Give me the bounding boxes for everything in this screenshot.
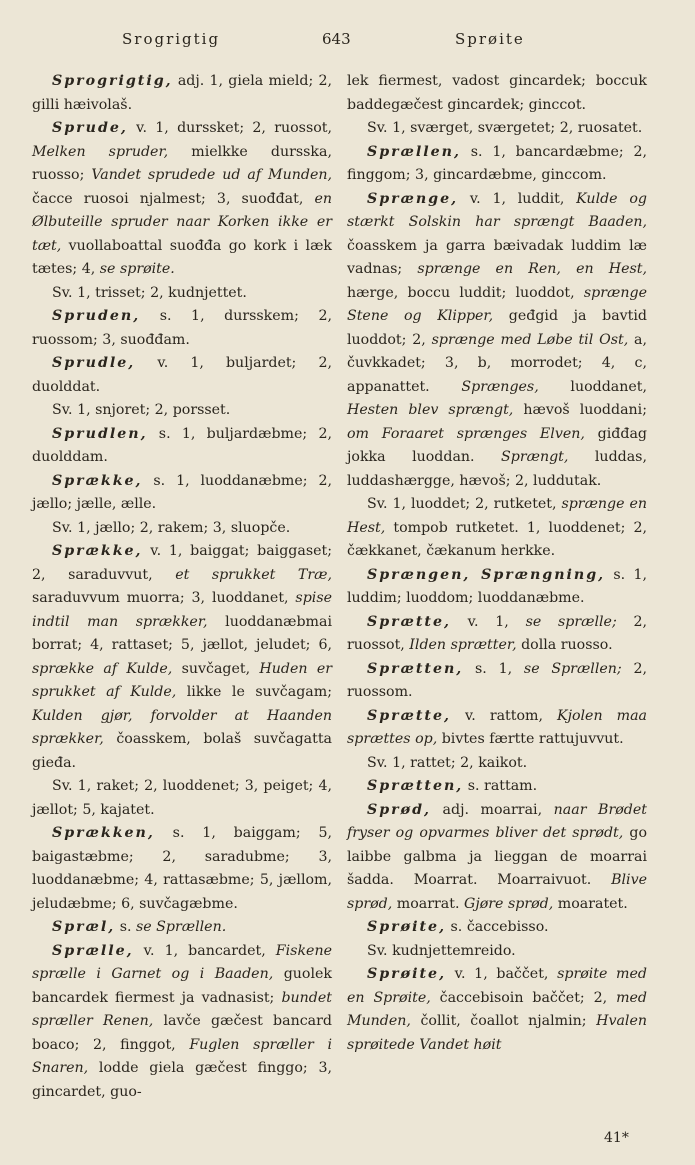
definition-text: s.	[115, 919, 136, 935]
swedish-equivalent	[32, 282, 332, 306]
headword: Sprætten,	[367, 660, 464, 677]
definition-text: saraduvvum muorra; 3, luoddanet,	[32, 590, 296, 606]
headword: Sprude,	[52, 120, 128, 136]
definition-text: s. čaccebisso.	[446, 919, 549, 935]
definition-text: giđđag jokka luoddan.	[347, 425, 647, 465]
headword: Sprætte,	[367, 707, 451, 724]
definition-text: bivtes færtte rattujuvvut.	[437, 731, 624, 747]
definition-text: čaccebisoin baččet; 2,	[430, 989, 617, 1006]
definition-text: a, čuvkkadet; 3, b, morrodet; 4, c, appanattet.	[347, 331, 647, 395]
headword: Sprudlen,	[52, 425, 148, 442]
headword: Sprælle,	[52, 942, 134, 959]
swedish-equivalent	[32, 517, 332, 541]
headword: Sprække,	[52, 543, 143, 559]
example-phrase: se Sprællen;	[523, 660, 622, 677]
dictionary-entry	[347, 775, 647, 799]
example-phrase: et sprukket Træ,	[175, 566, 333, 583]
headword: Sprød,	[367, 801, 431, 818]
dictionary-entry	[347, 916, 647, 940]
definition-text: s. 1, baiggam; 5, baigastæbme; 2, saradubme; 3, luoddanæbme; 4, rattasæbme; 5, jællom, jeludæbme; 6, suvčagæbme.	[32, 825, 332, 912]
dictionary-entry	[347, 799, 647, 917]
definition-text: adj. 1, giela mield; 2, gilli hæivolaš.	[32, 73, 332, 113]
example-phrase: Vandet sprudede ud af Munden,	[91, 167, 332, 183]
dictionary-entry	[347, 611, 647, 658]
definition-text: v. 1, luddit,	[458, 190, 577, 207]
dictionary-entry	[32, 470, 332, 517]
definition-text: hævoš luoddani;	[513, 402, 647, 418]
definition-text: Sv. 1, rattet; 2, kaikot.	[367, 754, 528, 771]
right-column	[347, 70, 647, 1057]
example-phrase: sprænge Stene og Klipper,	[347, 284, 647, 324]
dictionary-entry	[347, 141, 647, 188]
page-number: 643	[322, 30, 351, 48]
dictionary-entry	[32, 352, 332, 399]
example-phrase: se Sprællen.	[136, 919, 227, 935]
definition-text: dolla ruosso.	[516, 637, 613, 653]
signature-mark: 41*	[604, 1130, 629, 1146]
definition-text: v. 1, baččet,	[446, 966, 558, 982]
definition-text: s. 1, buljardæbme; 2, duolddam.	[32, 425, 332, 465]
example-phrase: sprænge med Løbe til Ost,	[431, 331, 629, 348]
definition-text: luddas, luddashærgge, hævoš; 2, luddutak.	[347, 449, 647, 489]
definition-text: moarrat.	[392, 895, 464, 912]
dictionary-entry	[347, 658, 647, 705]
example-phrase: Hesten blev sprængt,	[347, 402, 514, 418]
swedish-equivalent	[347, 117, 647, 141]
dictionary-entry	[32, 940, 332, 1105]
swedish-equivalent	[347, 940, 647, 964]
definition-text: čoasskem, bolaš suvčagatta gieđa.	[32, 731, 332, 771]
definition-text: Sv. 1, sværget, sværgetet; 2, ruosatet.	[367, 120, 643, 136]
definition-text: čollit, čoallot njalmin;	[410, 1013, 597, 1029]
definition-text: guolek bancardek fiermest ja vadnasist;	[32, 966, 332, 1006]
dictionary-entry	[32, 540, 332, 775]
definition-text: s. 1, dursskem; 2, ruossom; 3, suođđam.	[32, 308, 332, 348]
definition-text: v. 1, durssket; 2, ruossot,	[127, 120, 332, 136]
definition-text: lodde giela gæčest finggo; 3, gincardet, guo-	[32, 1060, 332, 1100]
example-phrase: Fiskene sprælle i Garnet og i Baaden,	[32, 942, 332, 982]
swedish-equivalent	[32, 399, 332, 423]
definition-text: čacce ruosoi njalmest; 3, suođđat,	[32, 190, 315, 207]
continued-entry	[347, 70, 647, 117]
definition-text: v. 1, buljardet; 2, duolddat.	[32, 355, 332, 395]
dictionary-entry	[347, 705, 647, 752]
definition-text: vuollaboattal suođđa go kork i læk tætes; 4,	[32, 237, 332, 277]
example-phrase: Sprængt,	[501, 449, 569, 465]
dictionary-entry	[32, 117, 332, 282]
dictionary-entry	[32, 305, 332, 352]
example-phrase: Fuglen spræller i Snaren,	[32, 1036, 332, 1076]
example-phrase: se sprælle;	[525, 613, 617, 630]
example-phrase: om Foraaret sprænges Elven,	[347, 425, 585, 442]
dictionary-entry	[32, 423, 332, 470]
headword: Spræl,	[52, 919, 116, 935]
example-phrase: Sprænges,	[461, 378, 539, 395]
example-phrase: Huden er sprukket af Kulde,	[32, 660, 333, 700]
dictionary-entry	[347, 963, 647, 1057]
headword: Sprængen, Sprængning,	[367, 566, 606, 583]
definition-text: čoasskem ja garra bæivadak luddim læ vadnas;	[347, 237, 647, 277]
definition-text: Sv. 1, snjoret; 2, porsset.	[52, 402, 231, 418]
dictionary-entry	[347, 188, 647, 494]
definition-text: lek fiermest, vadost gincardek; boccuk baddegæčest gincardek; ginccot.	[347, 73, 647, 113]
example-phrase: sprøite med en Sprøite,	[347, 966, 647, 1006]
headword: Sprække,	[52, 472, 143, 489]
headword: Sprækken,	[52, 825, 155, 841]
definition-text: s. 1, luoddanæbme; 2, jællo; jælle, ælle.	[32, 472, 332, 512]
dictionary-entry	[347, 564, 647, 611]
definition-text: Sv. 1, luoddet; 2, rutketet,	[367, 496, 562, 512]
header-left-catchword: Srogrigtig	[122, 30, 221, 48]
definition-text: v. 1, bancardet,	[133, 942, 276, 959]
example-phrase: Melken spruder,	[32, 143, 169, 160]
swedish-equivalent	[347, 752, 647, 776]
definition-text: s. 1,	[463, 660, 524, 677]
example-phrase: naar Brødet fryser og opvarmes bliver det sprødt,	[347, 801, 647, 841]
definition-text: 2, ruossot,	[347, 613, 648, 653]
example-phrase: med Munden,	[347, 989, 647, 1029]
headword: Sprætten,	[367, 778, 464, 794]
headword: Sprætte,	[367, 613, 451, 630]
definition-text: Sv. 1, trisset; 2, kudnjettet.	[52, 284, 247, 301]
definition-text: lavče gæčest bancard boaco; 2, finggot,	[32, 1013, 332, 1053]
example-phrase: Kjolen maa sprættes op,	[347, 707, 647, 747]
headword: Spruden,	[52, 308, 141, 324]
example-phrase: Gjøre sprød,	[464, 895, 554, 912]
definition-text: Sv. 1, raket; 2, luoddenet; 3, peiget; 4, jællot; 5, kajatet.	[32, 778, 332, 818]
definition-text: Sv. kudnjettemreido.	[367, 942, 516, 959]
header-right-catchword: Sprøite	[455, 30, 525, 48]
example-phrase: en Ølbuteille spruder naar Korken ikke er tæt,	[32, 190, 332, 254]
swedish-equivalent	[347, 493, 647, 564]
definition-text: geđgid ja bavtid luoddot; 2,	[347, 308, 647, 348]
headword: Sprudle,	[52, 355, 136, 371]
definition-text: v. rattom,	[450, 707, 557, 724]
definition-text: adj. moarrai,	[430, 801, 554, 818]
headword: Sprællen,	[367, 143, 461, 160]
example-phrase: Kulde og stærkt Solskin har sprængt Baaden,	[347, 190, 647, 230]
example-phrase: Hvalen sprøitede Vandet høit	[347, 1013, 647, 1053]
definition-text: mielkke dursska, ruosso;	[32, 143, 332, 183]
definition-text: v. 1, baiggat; baiggaset; 2, saraduvvut,	[32, 543, 332, 583]
dictionary-entry	[32, 822, 332, 916]
definition-text: Sv. 1, jællo; 2, rakem; 3, sluopče.	[52, 519, 291, 536]
example-phrase: Kulden gjør, forvolder at Haanden sprækker,	[32, 707, 332, 747]
definition-text: tompob rutketet. 1, luoddenet; 2, čækkanet, čækanum herkke.	[347, 519, 647, 559]
dictionary-entry	[32, 916, 332, 940]
example-phrase: sprænge en Ren, en Hest,	[417, 261, 647, 277]
definition-text: moaratet.	[553, 895, 628, 912]
example-phrase: se sprøite.	[99, 261, 175, 277]
example-phrase: sprække af Kulde,	[32, 660, 173, 677]
definition-text: likke le suvčagam;	[176, 684, 332, 700]
definition-text: luoddanet,	[538, 378, 647, 395]
definition-text: s. 1, luddim; luoddom; luoddanæbme.	[347, 566, 647, 606]
example-phrase: Blive sprød,	[347, 872, 647, 912]
definition-text: luoddanæbmai borrat; 4, rattaset; 5, jællot, jeludet; 6,	[32, 613, 332, 653]
example-phrase: sprænge en Hest,	[347, 496, 647, 536]
definition-text: s. rattam.	[463, 778, 538, 794]
example-phrase: bundet spræller Renen,	[32, 989, 332, 1029]
headword: Sprøite,	[367, 919, 447, 935]
headword: Sprænge,	[367, 190, 459, 207]
headword: Sprøite,	[367, 966, 447, 982]
headword: Sprogrigtig,	[52, 73, 173, 89]
definition-text: hærge, boccu luddit; luoddot,	[347, 284, 584, 301]
definition-text: suvčaget,	[172, 660, 260, 677]
example-phrase: spise indtil man sprækker,	[32, 590, 332, 630]
left-column	[32, 70, 332, 1104]
dictionary-entry	[32, 70, 332, 117]
definition-text: s. 1, bancardæbme; 2, finggom; 3, gincardæbme, ginccom.	[347, 143, 647, 183]
example-phrase: Ilden sprætter,	[409, 637, 517, 653]
running-header	[0, 30, 695, 60]
swedish-equivalent	[32, 775, 332, 822]
definition-text: v. 1,	[450, 613, 526, 630]
definition-text: go laibbe galbma ja lieggan de moarrai šadda. Moarrat. Moarraivuot.	[347, 825, 647, 888]
definition-text: 2, ruossom.	[347, 660, 648, 700]
